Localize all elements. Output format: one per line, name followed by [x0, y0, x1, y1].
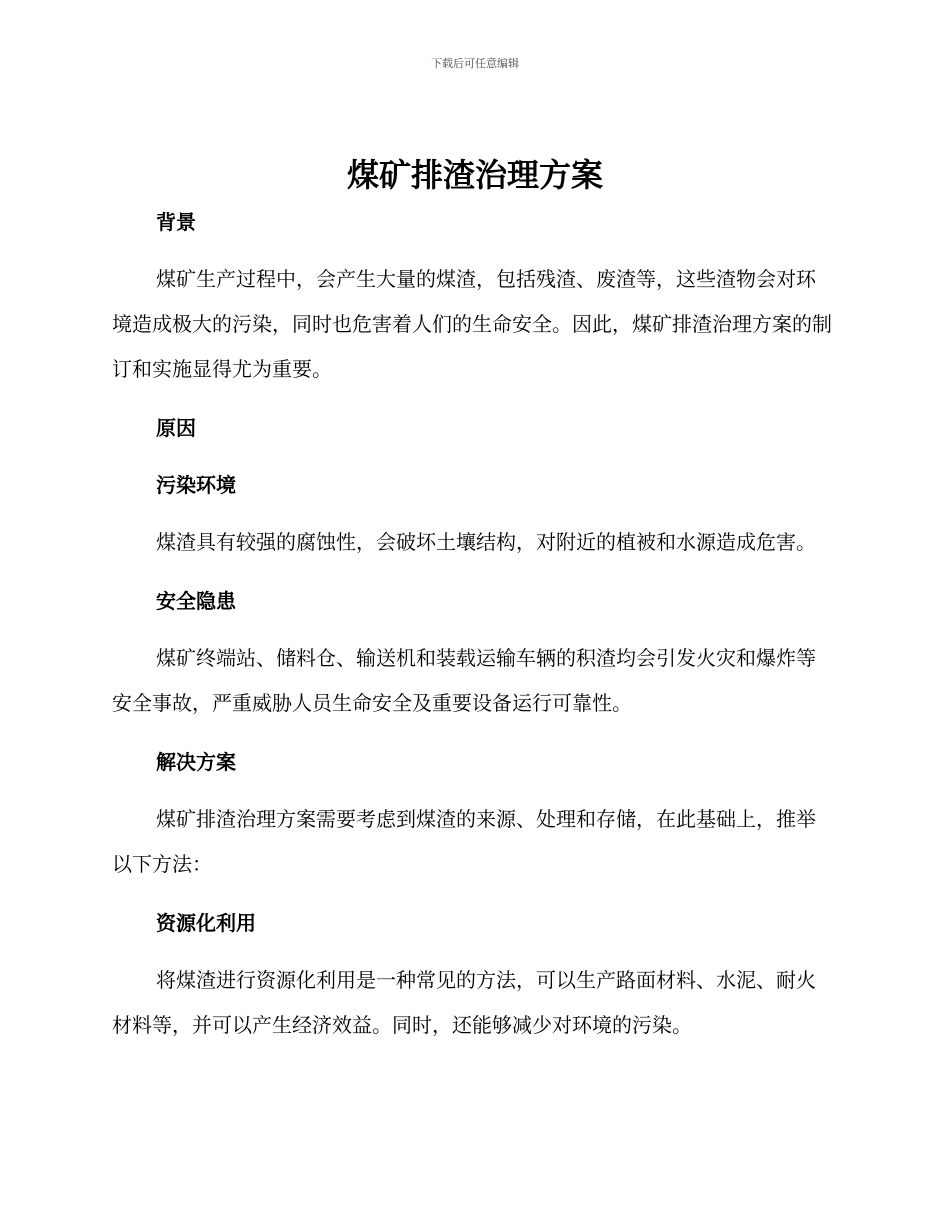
paragraph-safety: 煤矿终端站、储料仓、输送机和装载运输车辆的积渣均会引发火灾和爆炸等安全事故，严重威胁人员生命安全及重要设备运行可靠性。 [112, 646, 816, 715]
section-heading-reasons: 原因 [156, 416, 196, 440]
document-body [112, 200, 832, 1048]
section-heading-safety: 安全隐患 [156, 589, 236, 613]
paragraph-pollution: 煤渣具有较强的腐蚀性，会破坏土壤结构，对附近的植被和水源造成危害。 [156, 530, 816, 554]
section-heading-resource: 资源化利用 [156, 911, 256, 935]
document-title: 煤矿排渣治理方案 [346, 156, 603, 194]
section-heading-background: 背景 [156, 210, 196, 234]
section-heading-pollution: 污染环境 [156, 473, 236, 497]
paragraph-solution: 煤矿排渣治理方案需要考虑到煤渣的来源、处理和存储，在此基础上，推举以下方法： [112, 807, 816, 876]
paragraph-resource: 将煤渣进行资源化利用是一种常见的方法，可以生产路面材料、水泥、耐火材料等，并可以产生经济效益。同时，还能够减少对环境的污染。 [112, 968, 816, 1037]
section-heading-solution: 解决方案 [156, 750, 236, 774]
paragraph-background: 煤矿生产过程中，会产生大量的煤渣，包括残渣、废渣等，这些渣物会对环境造成极大的污染，同时也危害着人们的生命安全。因此，煤矿排渣治理方案的制订和实施显得尤为重要。 [112, 267, 832, 381]
header-note: 下载后可任意编辑 [431, 57, 519, 70]
